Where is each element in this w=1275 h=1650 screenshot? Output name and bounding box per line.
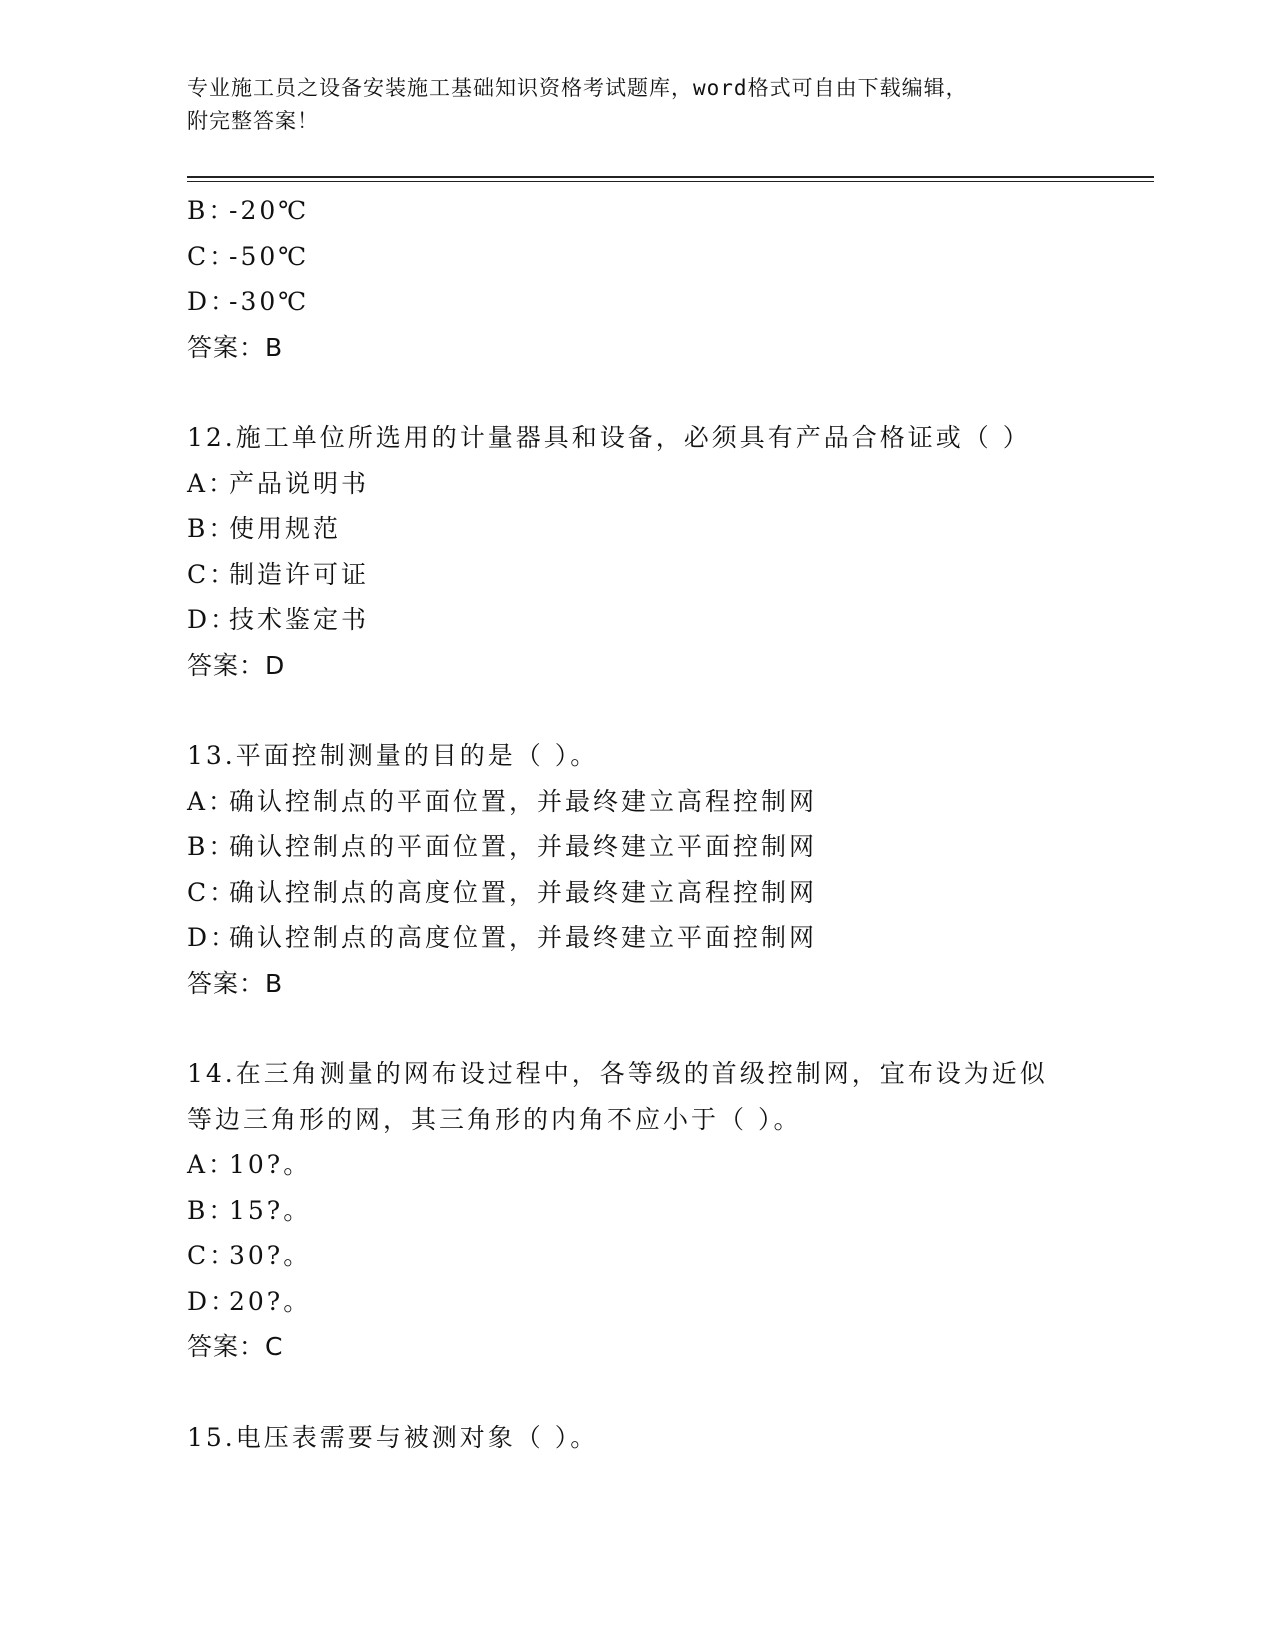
option-key: A： (187, 1150, 237, 1179)
option-key: A： (187, 786, 237, 816)
option-key: B： (187, 832, 237, 861)
answer: 答案：B (187, 332, 284, 362)
option-d (187, 915, 1154, 961)
option-a (187, 779, 1154, 825)
option-text: 确认控制点的平面位置，并最终建立高程控制网 (229, 786, 818, 816)
answer: 答案：D (187, 650, 286, 680)
question-stem: 12.施工单位所选用的计量器具和设备，必须具有产品合格证或（ ） (187, 423, 1031, 452)
option-text: 20?。 (229, 1286, 312, 1316)
option-text: 15?。 (229, 1195, 312, 1225)
header-line-1: 专业施工员之设备安装施工基础知识资格考试题库，word格式可自由下载编辑， (187, 76, 968, 100)
header-divider (187, 176, 1154, 182)
question-13 (187, 733, 1154, 1006)
answer: 答案：C (187, 1332, 284, 1361)
question-12 (187, 415, 1154, 688)
option-d (187, 597, 1154, 643)
header-line-2: 附完整答案！ (187, 109, 319, 133)
option-a (187, 461, 1154, 507)
spacer (187, 370, 1154, 415)
option-b (187, 188, 1154, 234)
question-list (187, 188, 1154, 1460)
question-stem: 15.电压表需要与被测对象（ ）。 (187, 1422, 599, 1452)
document-header (187, 72, 1067, 138)
option-text: -30℃ (229, 287, 310, 316)
option-text: 确认控制点的高度位置，并最终建立高程控制网 (229, 877, 818, 907)
option-text: 产品说明书 (229, 468, 370, 498)
question-stem: 13.平面控制测量的目的是（ ）。 (187, 741, 599, 770)
option-text: -20℃ (229, 196, 310, 225)
option-d (187, 279, 1154, 325)
option-text: 30?。 (229, 1241, 312, 1270)
question-14 (187, 1051, 1154, 1370)
option-key: C： (187, 559, 238, 589)
option-a (187, 1142, 1154, 1188)
question-11-continued (187, 188, 1154, 370)
option-c (187, 1233, 1154, 1279)
option-c (187, 234, 1154, 280)
option-text: 10?。 (229, 1150, 312, 1179)
option-text: 确认控制点的平面位置，并最终建立平面控制网 (229, 832, 818, 861)
option-c (187, 870, 1154, 916)
spacer (187, 688, 1154, 733)
option-key: B： (187, 514, 237, 543)
question-15 (187, 1415, 1154, 1461)
option-text: 技术鉴定书 (229, 605, 370, 634)
option-text: 制造许可证 (229, 559, 370, 589)
option-d (187, 1279, 1154, 1325)
option-key: D： (187, 923, 239, 952)
answer: 答案：B (187, 968, 284, 998)
option-c (187, 552, 1154, 598)
option-key: D： (187, 1286, 239, 1316)
option-key: C： (187, 1241, 238, 1270)
option-key: C： (187, 241, 238, 271)
spacer (187, 1370, 1154, 1415)
option-text: 使用规范 (229, 514, 342, 543)
option-key: C： (187, 877, 238, 907)
option-text: 确认控制点的高度位置，并最终建立平面控制网 (229, 923, 818, 952)
option-key: A： (187, 468, 237, 498)
option-key: D： (187, 605, 239, 634)
option-key: D： (187, 287, 239, 316)
option-b (187, 1188, 1154, 1234)
question-stem: 14.在三角测量的网布设过程中，各等级的首级控制网，宜布设为近似等边三角形的网，其三角形的内角不应小于（ ）。 (187, 1059, 1048, 1134)
option-text: -50℃ (229, 241, 310, 271)
spacer (187, 1006, 1154, 1051)
option-b (187, 506, 1154, 552)
option-key: B： (187, 196, 237, 225)
option-key: B： (187, 1195, 237, 1225)
option-b (187, 824, 1154, 870)
